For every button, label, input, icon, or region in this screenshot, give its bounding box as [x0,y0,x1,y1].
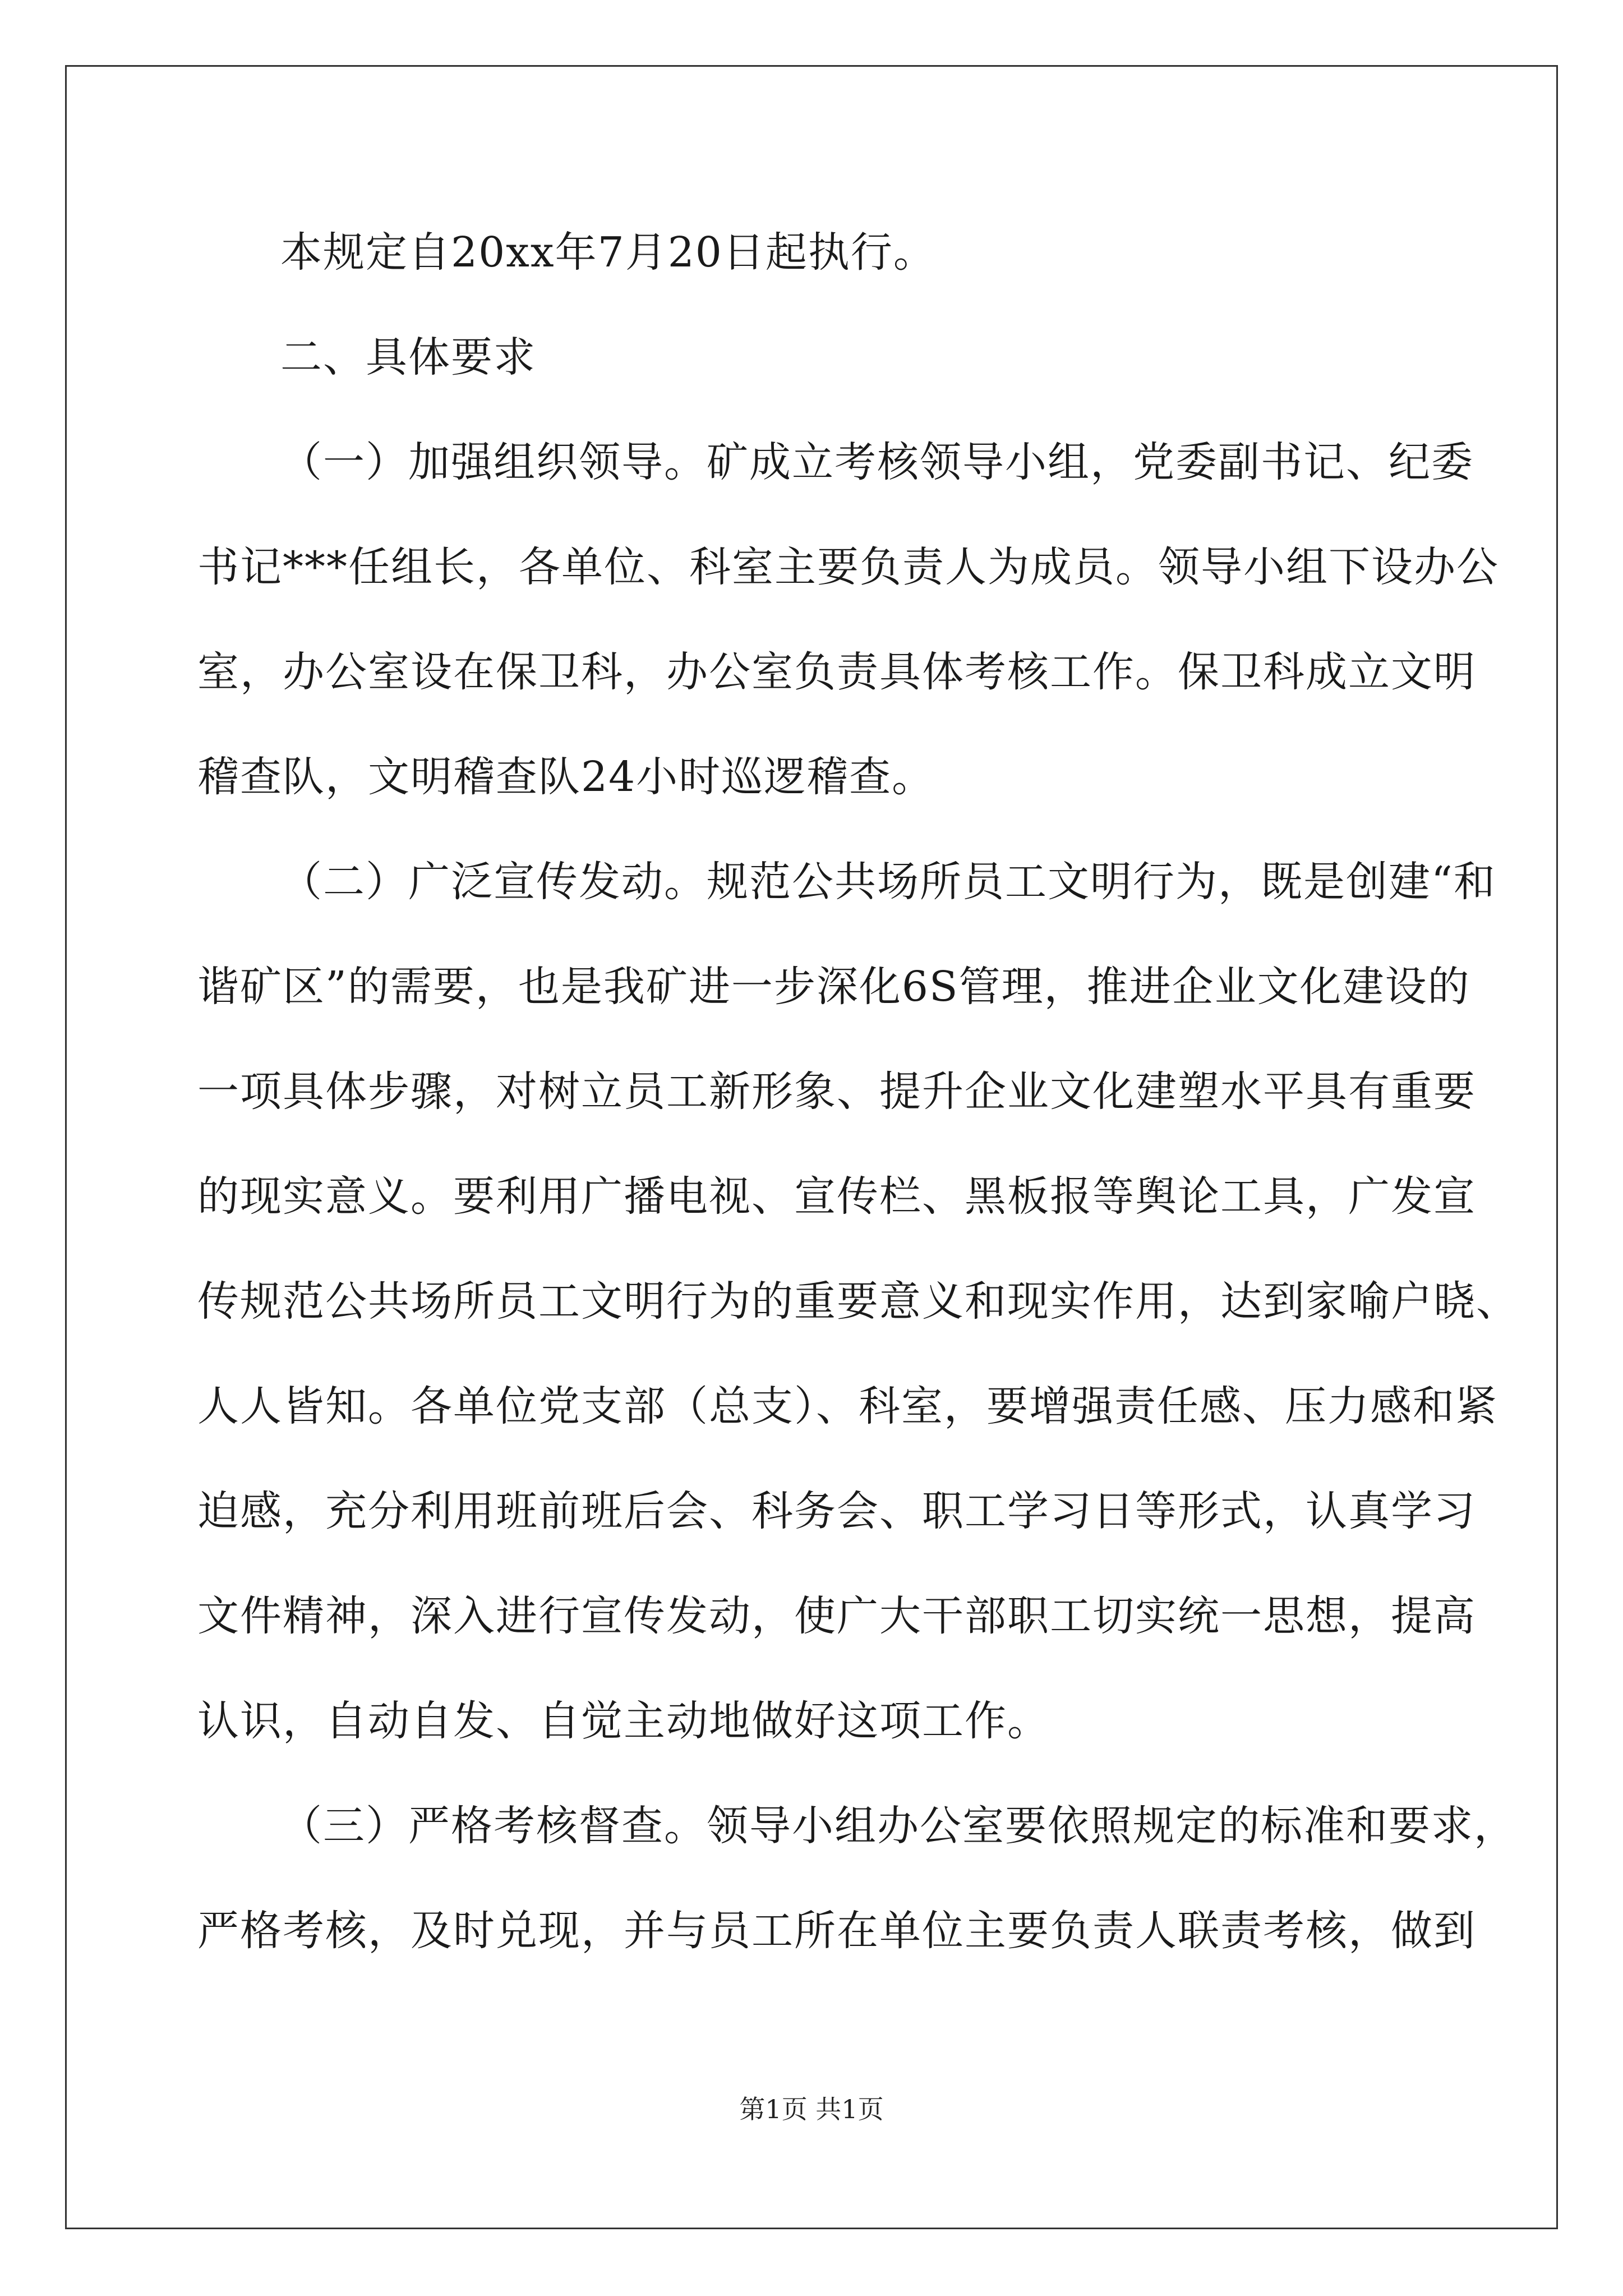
paragraph-line: （一）加强组织领导。矿成立考核领导小组，党委副书记、纪委 [280,438,1474,486]
paragraph-line: 文件精神，深入进行宣传发动，使广大干部职工切实统一思想，提高 [197,1592,1476,1640]
paragraph-line: （二）广泛宣传发动。规范公共场所员工文明行为，既是创建“和 [280,858,1496,906]
paragraph-line: 一项具体步骤，对树立员工新形象、提升企业文化建塑水平具有重要 [197,1068,1476,1116]
paragraph-line: 传规范公共场所员工文明行为的重要意义和现实作用，达到家喻户晓、 [197,1277,1519,1326]
paragraph-line: 书记***任组长，各单位、科室主要负责人为成员。领导小组下设办公 [197,543,1499,591]
paragraph-line: 认识，自动自发、自觉主动地做好这项工作。 [197,1697,1050,1745]
paragraph-line: 迫感，充分利用班前班后会、科务会、职工学习日等形式，认真学习 [197,1487,1476,1535]
paragraph-line: 人人皆知。各单位党支部（总支）、科室，要增强责任感、压力感和紧 [197,1382,1498,1430]
section-heading: 二、具体要求 [280,333,536,381]
page-footer [0,2092,1623,2126]
paragraph-line: （三）严格考核督查。领导小组办公室要依照规定的标准和要求， [280,1802,1516,1850]
paragraph-line: 谐矿区”的需要，也是我矿进一步深化6S管理，推进企业文化建设的 [197,963,1470,1011]
page-number: 第1页 共1页 [739,2094,884,2124]
paragraph-line: 的现实意义。要利用广播电视、宣传栏、黑板报等舆论工具，广发宣 [197,1172,1476,1221]
paragraph-line: 严格考核，及时兑现，并与员工所在单位主要负责人联责考核，做到 [197,1907,1476,1955]
paragraph-line: 本规定自20xx年7月20日起执行。 [280,228,936,277]
paragraph-line: 稽查队，文明稽查队24小时巡逻稽查。 [197,753,935,801]
paragraph-line: 室，办公室设在保卫科，办公室负责具体考核工作。保卫科成立文明 [197,648,1476,696]
